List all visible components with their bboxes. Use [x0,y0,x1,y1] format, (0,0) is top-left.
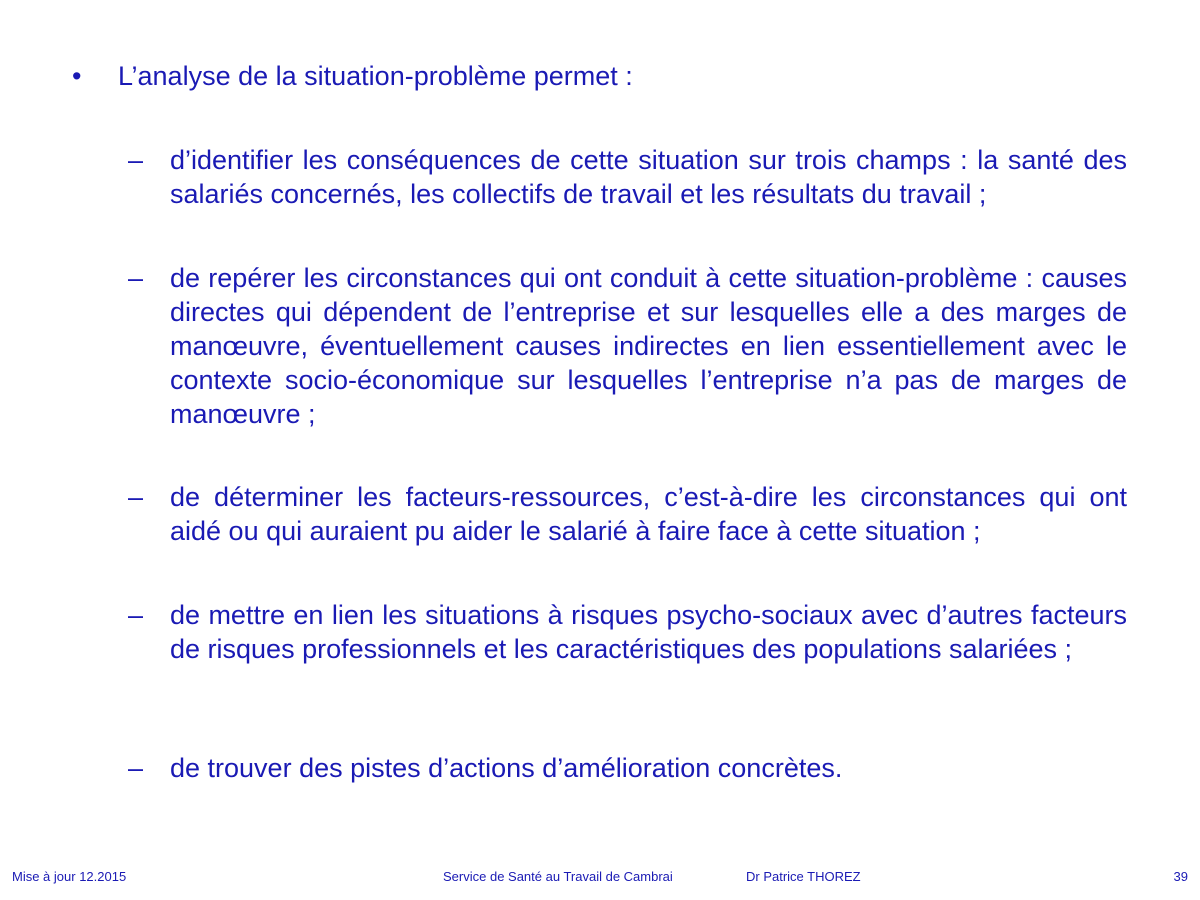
dash-icon: – [128,753,144,783]
footer-organization: Service de Santé au Travail de Cambrai [443,869,673,884]
dash-icon: – [128,600,144,630]
sub-item-text: de trouver des pistes d’actions d’amélioration concrètes. [170,753,843,783]
bullet-icon: • [72,61,82,91]
footer-date: Mise à jour 12.2015 [12,869,127,884]
footer-page-number: 39 [1173,869,1188,884]
dash-icon: – [128,482,144,512]
sub-item-text: de mettre en lien les situations à risques psycho-sociaux avec d’autres facteurs de risques professionnels et les caractéristiques des populations salariées ; [170,600,1127,664]
main-bullet-text: L’analyse de la situation-problème permet : [118,61,633,91]
sub-item-text: d’identifier les conséquences de cette situation sur trois champs : la santé des salariés concernés, les collectifs de travail et les résultats du travail ; [170,145,1127,209]
sub-item-text: de repérer les circonstances qui ont conduit à cette situation-problème : causes directes qui dépendent de l’entreprise et sur lesquelles elle a des marges de manœuvre, éventuellement causes indirectes en lien essentiellement avec le contexte socio-économique sur lesquelles l’entreprise n’a pas de marges de manœuvre ; [170,263,1127,429]
dash-icon: – [128,263,144,293]
footer-author: Dr Patrice THOREZ [746,869,861,884]
dash-icon: – [128,145,144,175]
sub-item-text: de déterminer les facteurs-ressources, c’est-à-dire les circonstances qui ont aidé ou qui auraient pu aider le salarié à faire face à cette situation ; [170,482,1127,546]
